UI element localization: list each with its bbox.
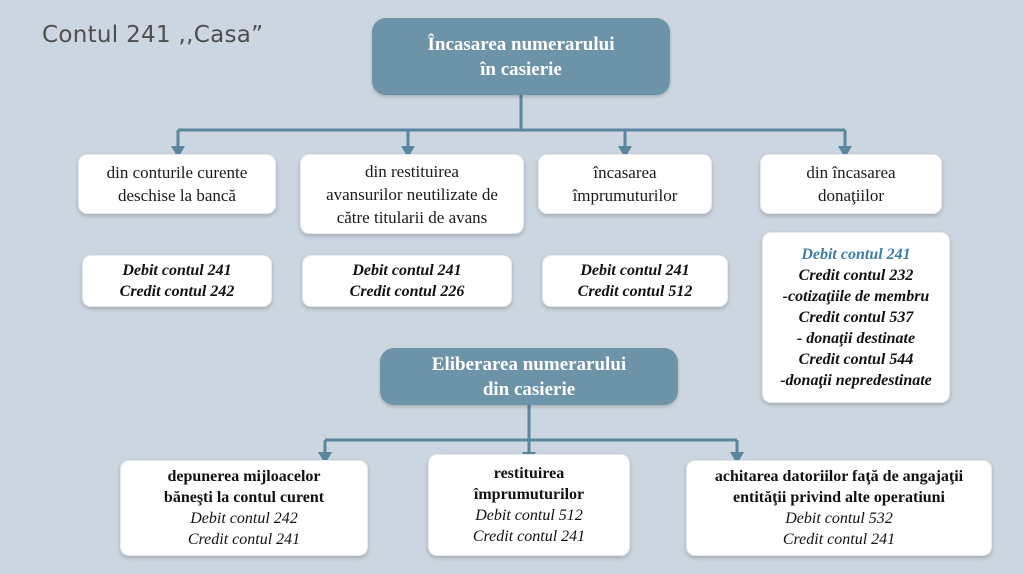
detail-line: - donaţii destinate: [796, 330, 916, 347]
section-header-incasare-line2: în casierie: [480, 58, 562, 80]
detail-line: Debit contul 242: [190, 510, 298, 527]
outflow-title-line1: restituirea: [493, 465, 565, 482]
section-header-eliberare-line2: din casierie: [482, 378, 576, 400]
detail-box-incasarea-imprumuturilor: [542, 255, 728, 307]
outflow-title-line1: depunerea mijloacelor: [167, 468, 321, 485]
category-label-line1: încasarea: [593, 163, 657, 182]
detail-line: -cotizaţiile de membru: [782, 288, 930, 305]
detail-line: Debit contul 532: [785, 510, 893, 527]
detail-line: Credit contul 241: [472, 528, 586, 545]
category-label-line2: donaţiilor: [817, 186, 885, 205]
category-label-line3: către titularii de avans: [336, 207, 488, 227]
outflow-box-restituirea-imprumuturilor: [428, 454, 630, 556]
category-box-conturi-curente: [78, 154, 276, 214]
detail-box-conturi-curente: [82, 255, 272, 307]
detail-line: Credit contul 241: [782, 531, 896, 548]
detail-line: Credit contul 242: [119, 283, 235, 300]
detail-line: Credit contul 226: [349, 283, 465, 300]
section-header-eliberare: [380, 348, 678, 405]
category-label-line1: din încasarea: [806, 163, 896, 182]
page-title: Contul 241 ,,Casa”: [42, 22, 264, 48]
outflow-title-line2: entităţii privind alte operatiuni: [733, 489, 945, 506]
detail-line: Credit contul 512: [577, 283, 693, 300]
outflow-box-depunerea-mijloacelor: [120, 460, 368, 556]
detail-line: Credit contul 537: [798, 309, 914, 326]
section-header-incasare: [372, 18, 670, 95]
category-label-line2: deschise la bancă: [117, 186, 236, 205]
outflow-box-achitarea-datoriilor: [686, 460, 992, 556]
detail-line: Debit contul 241: [122, 262, 232, 279]
detail-line: Debit contul 512: [475, 507, 583, 524]
detail-line: Credit contul 544: [798, 351, 914, 368]
section-header-incasare-line1: Încasarea numerarului: [427, 33, 615, 55]
category-box-incasarea-donatiilor: [760, 154, 942, 214]
detail-line: Debit contul 241: [580, 262, 690, 279]
detail-line: Debit contul 241: [352, 262, 462, 279]
outflow-title-line1: achitarea datoriilor faţă de angajaţii: [714, 468, 964, 485]
detail-box-restituirea-avansurilor: [302, 255, 512, 307]
outflow-title-line2: împrumuturilor: [473, 486, 585, 503]
outflow-title-line2: băneşti la contul curent: [163, 489, 325, 506]
category-label-line2: împrumuturilor: [572, 186, 678, 205]
detail-line: Credit contul 232: [798, 267, 914, 284]
section-header-eliberare-line1: Eliberarea numerarului: [431, 353, 627, 375]
category-box-restituirea-avansurilor: [300, 154, 524, 234]
detail-line: Debit contul 241: [801, 246, 911, 263]
detail-box-incasarea-donatiilor: [762, 232, 950, 403]
category-label-line1: din conturile curente: [106, 163, 248, 182]
detail-line: Credit contul 241: [187, 531, 301, 548]
category-label-line2: avansurilor neutilizate de: [326, 184, 498, 204]
category-label-line1: din restituirea: [365, 161, 459, 181]
detail-line: -donaţii nepredestinate: [780, 372, 932, 389]
category-box-incasarea-imprumuturilor: [538, 154, 712, 214]
